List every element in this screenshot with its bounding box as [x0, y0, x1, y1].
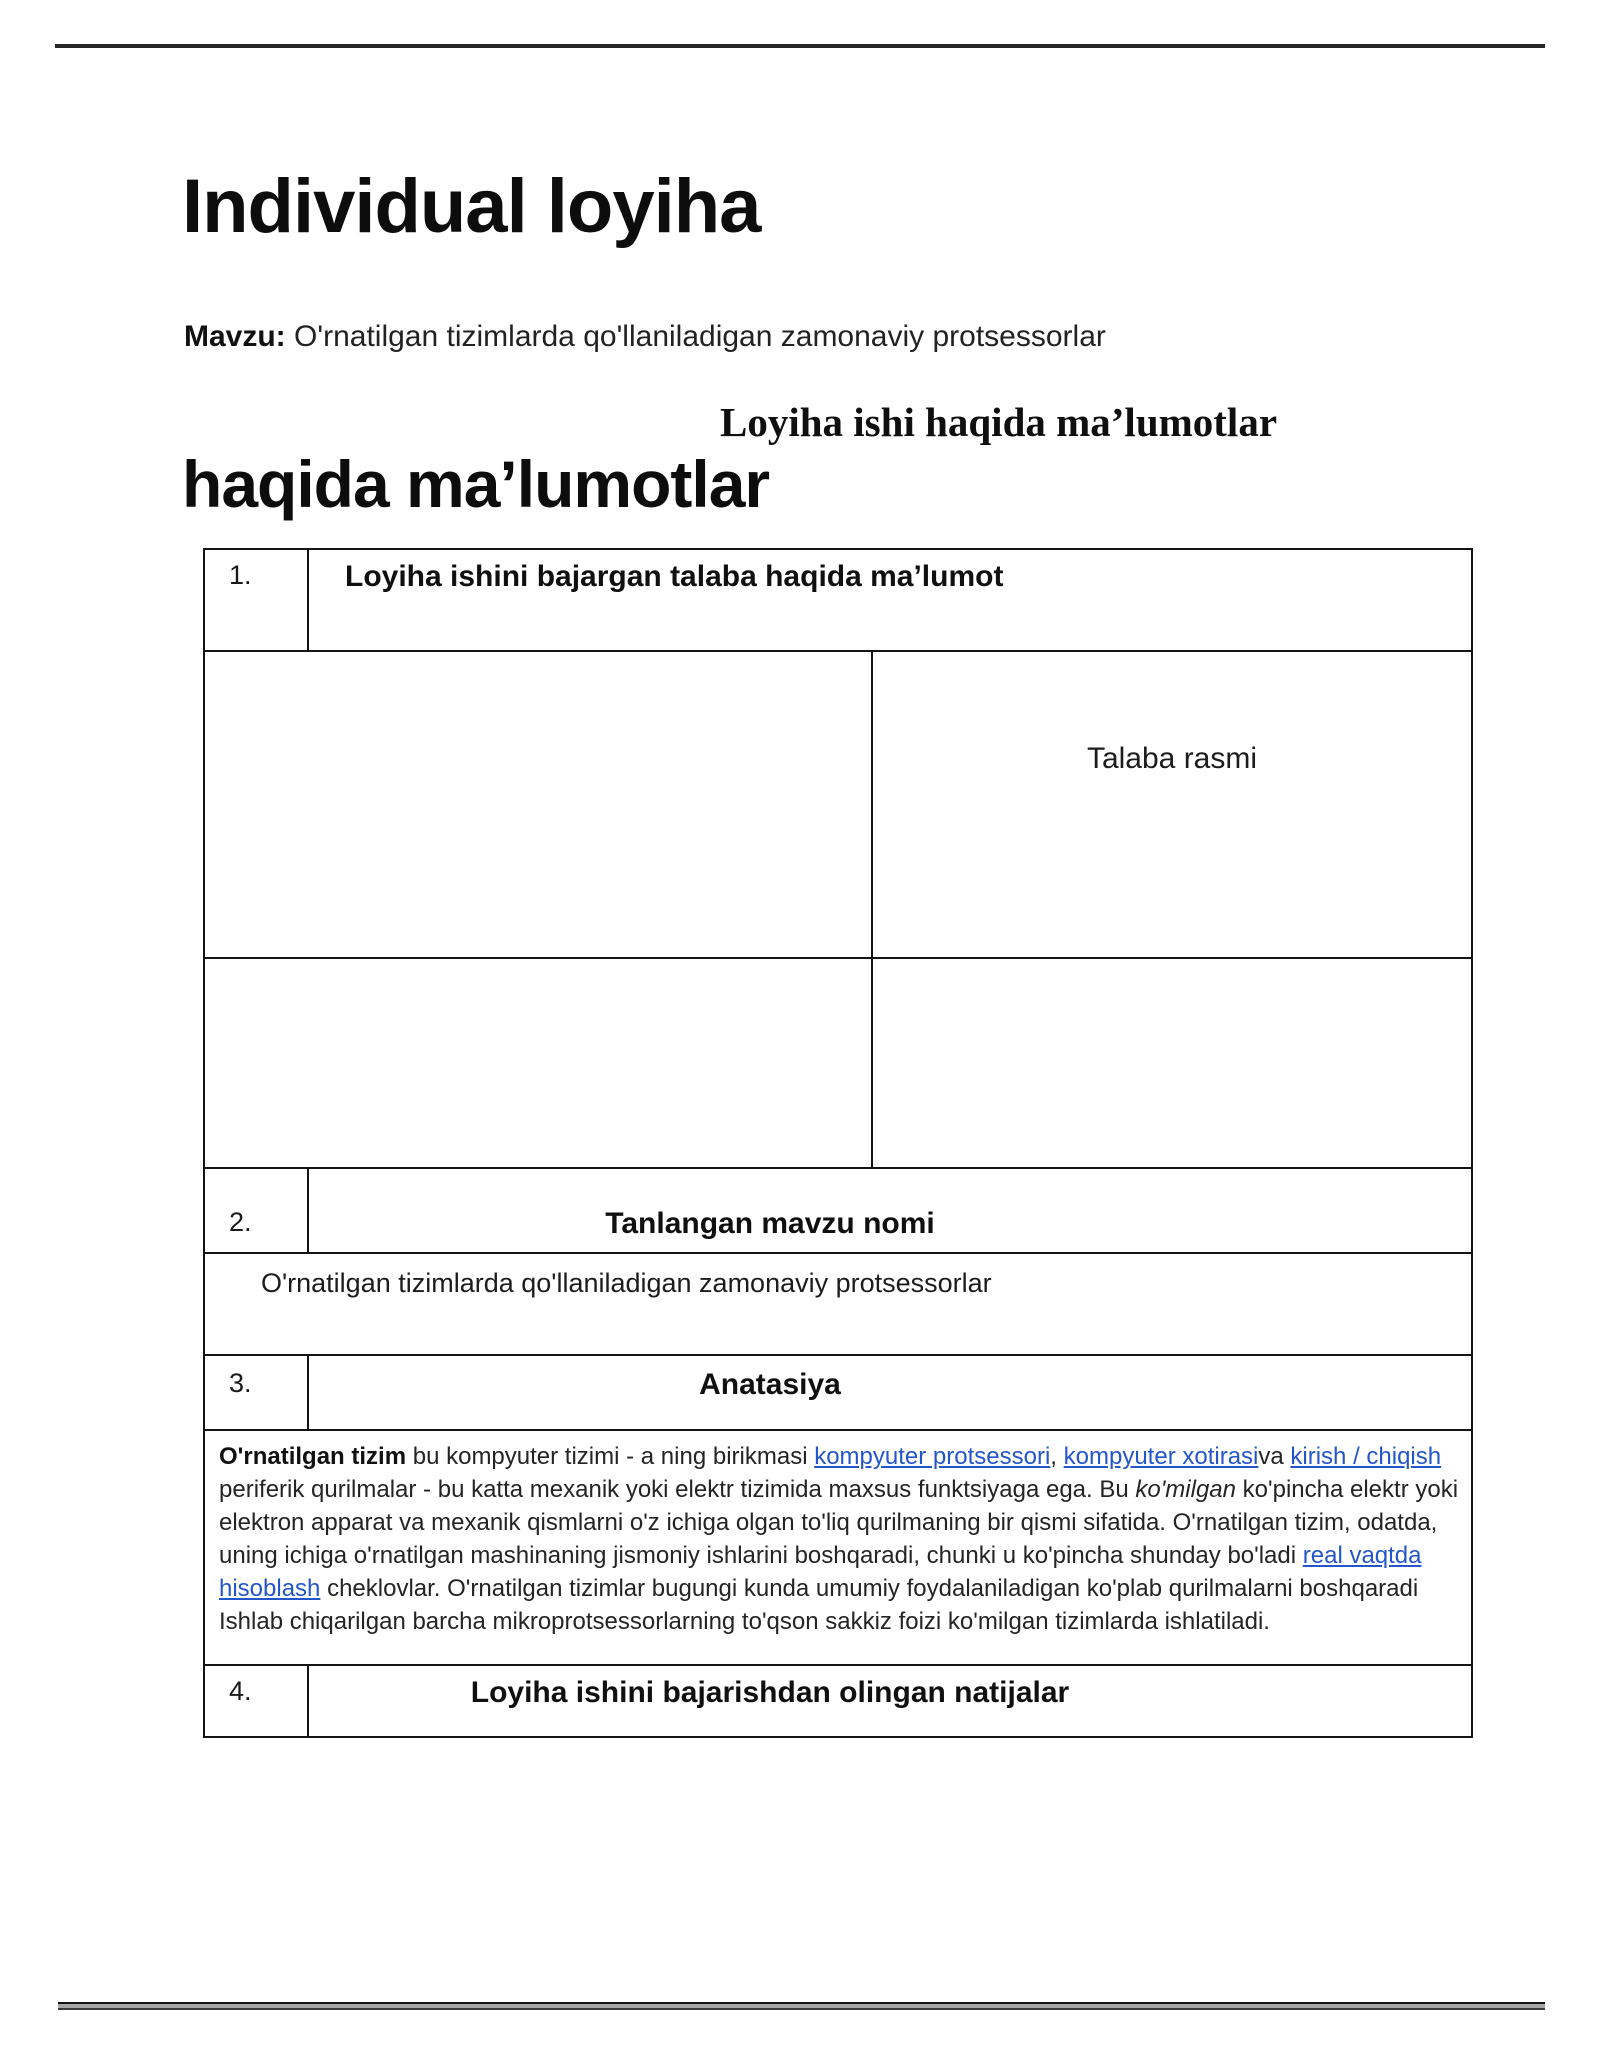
table-row-results-header [205, 1664, 1471, 1736]
link-real-vaqtda-hisoblash[interactable]: real vaqtda hisoblash [219, 1542, 1422, 1602]
student-info-empty-cell [205, 652, 873, 957]
mavzu-label: Mavzu: [184, 320, 286, 353]
mavzu-line [184, 318, 1106, 356]
table-row-student-info-header [205, 550, 1471, 650]
link-kirish-chiqish[interactable]: kirish / chiqish [1290, 1443, 1442, 1470]
bottom-horizontal-rule [58, 2002, 1545, 2010]
table-row-photo [205, 650, 1471, 957]
row-title-annotation: Anatasiya [699, 1368, 841, 1401]
link-kompyuter-protsessori[interactable]: kompyuter protsessori [814, 1443, 1051, 1470]
table-row-empty [205, 957, 1471, 1167]
link-kompyuter-xotirasi[interactable]: kompyuter xotirasi [1063, 1443, 1259, 1470]
annotation-italic: ko'milgan [1135, 1476, 1237, 1503]
table-row-topic-value [205, 1252, 1471, 1354]
student-photo-placeholder [873, 652, 1471, 957]
annotation-text: bu kompyuter tizimi - a ning birikmasi [406, 1443, 815, 1470]
annotation-text: periferik qurilmalar - bu katta mexanik yoki elektr tizimida maxsus funktsiyaga ega. Bu [219, 1476, 1136, 1503]
annotation-text: , [1050, 1443, 1064, 1470]
row-number: 3. [205, 1356, 309, 1429]
annotation-bold-lead: O'rnatilgan tizim [219, 1443, 407, 1470]
table-row-annotation-header [205, 1354, 1471, 1429]
annotation-text: ko'pincha elektr yoki elektron apparat va mexanik qismlarni o'z ichiga olgan to'liq qurilmaning bir qismi sifatida. O'rnatilgan tizim, odatda, uning ichiga o'rnatilgan mashinaning jismoniy ishlarini boshqaradi, chunki u ko'pincha shunday bo'ladi [219, 1476, 1459, 1569]
annotation-paragraph [205, 1431, 1471, 1664]
table-row-topic-header [205, 1167, 1471, 1252]
project-info-table [203, 548, 1473, 1738]
row-number: 2. [205, 1169, 309, 1252]
section-heading: haqida ma’lumotlar [182, 447, 770, 521]
row-number: 1. [205, 550, 309, 650]
centered-serif-heading: Loyiha ishi haqida ma’lumotlar [720, 399, 1278, 445]
student-photo-label: Talaba rasmi [1086, 742, 1258, 775]
empty-cell-right [873, 959, 1471, 1167]
row-title-results: Loyiha ishini bajarishdan olingan natijalar [470, 1676, 1070, 1709]
row-title-topic: Tanlangan mavzu nomi [605, 1207, 935, 1240]
document-title: Individual loyiha [182, 163, 761, 249]
annotation-text: cheklovlar. O'rnatilgan tizimlar bugungi kunda umumiy foydalaniladigan ko'plab qurilmalarni boshqaradi Ishlab chiqarilgan barcha mikroprotsessorlarning to'qson sakkiz foizi ko'milgan tizimlarda ishlatiladi. [219, 1575, 1419, 1635]
row-title-student-info: Loyiha ishini bajargan talaba haqida ma’lumot [345, 560, 1004, 593]
row-number: 4. [205, 1666, 309, 1736]
mavzu-text: O'rnatilgan tizimlarda qo'llaniladigan zamonaviy protsessorlar [294, 320, 1106, 353]
annotation-text: va [1258, 1443, 1291, 1470]
empty-cell-left [205, 959, 873, 1167]
topic-text: O'rnatilgan tizimlarda qo'llaniladigan zamonaviy protsessorlar [261, 1268, 992, 1298]
table-row-annotation-body [205, 1429, 1471, 1664]
top-horizontal-rule [55, 44, 1545, 48]
